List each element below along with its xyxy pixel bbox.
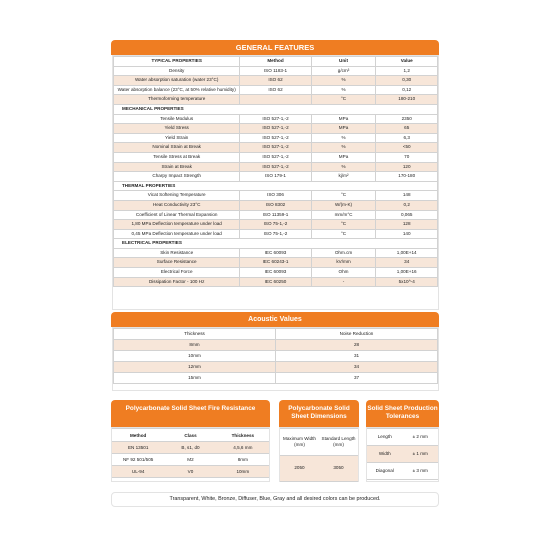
thickness-value: 12mm bbox=[114, 362, 276, 373]
acoustic-values-title: Acoustic Values bbox=[111, 312, 439, 327]
column-header: Thickness bbox=[217, 429, 269, 442]
property-unit: - bbox=[311, 277, 376, 287]
table-row bbox=[112, 454, 269, 466]
property-name: Charpy Impact Strength bbox=[114, 172, 240, 182]
thickness-value: 8mm bbox=[114, 340, 276, 351]
property-name: Water absorption saturation (water 23°C) bbox=[114, 76, 240, 86]
table-row bbox=[367, 463, 438, 480]
property-value: 170-180 bbox=[376, 172, 438, 182]
property-value: 180-210 bbox=[376, 95, 438, 105]
column-header: Method bbox=[112, 429, 164, 442]
property-unit: W/(m-K) bbox=[311, 200, 376, 210]
acoustic-values-table bbox=[112, 327, 439, 391]
fire-resistance-title: Polycarbonate Solid Sheet Fire Resistance bbox=[111, 400, 270, 427]
column-header: Noise Reduction bbox=[276, 329, 438, 340]
fire-resistance-table bbox=[111, 427, 270, 482]
table-row bbox=[114, 220, 438, 230]
colors-note: Transparent, White, Bronze, Diffuser, Blue, Gray and all desired colors can be produced. bbox=[111, 492, 439, 507]
column-header: Method bbox=[240, 57, 311, 67]
column-header: Class bbox=[164, 429, 216, 442]
property-unit: kV/mm bbox=[311, 258, 376, 268]
fire-class: M2 bbox=[164, 454, 216, 466]
property-method: IEC 60093 bbox=[240, 268, 311, 278]
property-unit: mm/m°C bbox=[311, 210, 376, 220]
standard-length-value: 3050 bbox=[319, 456, 358, 482]
column-header-row bbox=[280, 429, 358, 456]
property-name: Tensile Modulus bbox=[114, 114, 240, 124]
tolerance-label: Length bbox=[367, 429, 403, 446]
table-row bbox=[114, 66, 438, 76]
tolerance-label: Diagonal bbox=[367, 463, 403, 480]
column-header: TYPICAL PROPERTIES bbox=[114, 57, 240, 67]
fire-thickness: 4,5,6 mm bbox=[217, 442, 269, 454]
property-value: 1,00E+16 bbox=[376, 268, 438, 278]
property-method: ISO 527-1,-2 bbox=[240, 124, 311, 134]
tolerances-table bbox=[366, 427, 439, 482]
property-method: ISO 62 bbox=[240, 85, 311, 95]
property-name: Electrical Force bbox=[114, 268, 240, 278]
general-features-table bbox=[112, 55, 439, 310]
property-value: 65 bbox=[376, 124, 438, 134]
property-unit: MPa bbox=[311, 152, 376, 162]
table-row bbox=[114, 200, 438, 210]
dimensions-table bbox=[279, 427, 359, 482]
fire-thickness: 8mm bbox=[217, 454, 269, 466]
property-value: 5x10^-4 bbox=[376, 277, 438, 287]
property-unit: °C bbox=[311, 220, 376, 230]
column-header: Standard Length (mm) bbox=[319, 429, 358, 456]
column-header: Unit bbox=[311, 57, 376, 67]
property-name: Heat Conductivity 23°C bbox=[114, 200, 240, 210]
fire-thickness: 10mm bbox=[217, 466, 269, 478]
noise-reduction-value: 34 bbox=[276, 362, 438, 373]
table-row bbox=[367, 429, 438, 446]
tolerance-label: Width bbox=[367, 446, 403, 463]
table-row bbox=[114, 191, 438, 201]
property-value: 1,2 bbox=[376, 66, 438, 76]
property-method: ISO 527-1,-2 bbox=[240, 133, 311, 143]
property-name: 0,45 MPa Deflection temperature under load bbox=[114, 229, 240, 239]
fire-class: B, s1, d0 bbox=[164, 442, 216, 454]
thickness-value: 10mm bbox=[114, 351, 276, 362]
property-unit: kj/m² bbox=[311, 172, 376, 182]
property-unit: MPa bbox=[311, 114, 376, 124]
property-name: Vicat Softening Temperature bbox=[114, 191, 240, 201]
property-name: Density bbox=[114, 66, 240, 76]
property-value: 0,065 bbox=[376, 210, 438, 220]
property-value: 0,2 bbox=[376, 200, 438, 210]
property-value: 1,00E+14 bbox=[376, 248, 438, 258]
table-row bbox=[114, 162, 438, 172]
dimensions-title: Polycarbonate Solid Sheet Dimensions bbox=[279, 400, 359, 427]
property-name: Yield Stress bbox=[114, 124, 240, 134]
property-unit: Ohm.cm bbox=[311, 248, 376, 258]
property-method: ISO 527-1,-2 bbox=[240, 152, 311, 162]
property-unit: % bbox=[311, 76, 376, 86]
property-unit: % bbox=[311, 143, 376, 153]
table-row bbox=[114, 172, 438, 182]
table-row bbox=[114, 268, 438, 278]
property-value: <50 bbox=[376, 143, 438, 153]
column-header-row bbox=[112, 429, 269, 442]
property-name: Strain at Break bbox=[114, 162, 240, 172]
table-row bbox=[114, 76, 438, 86]
table-row bbox=[112, 466, 269, 478]
property-method bbox=[240, 95, 311, 105]
property-value: 0,30 bbox=[376, 76, 438, 86]
property-method: ISO 179-1 bbox=[240, 172, 311, 182]
fire-method: EN 13501 bbox=[112, 442, 164, 454]
property-unit: % bbox=[311, 85, 376, 95]
property-method: ISO 306 bbox=[240, 191, 311, 201]
property-method: ISO 75-1,-2 bbox=[240, 229, 311, 239]
thickness-value: 15mm bbox=[114, 373, 276, 384]
section-header-row bbox=[114, 181, 438, 191]
property-name: Thermoforming temperature bbox=[114, 95, 240, 105]
property-value: 6,3 bbox=[376, 133, 438, 143]
property-name: Dissipation Factor - 100 Hz bbox=[114, 277, 240, 287]
property-method: IEC 60250 bbox=[240, 277, 311, 287]
property-unit: °C bbox=[311, 229, 376, 239]
tolerances-title: Solid Sheet Production Tolerances bbox=[366, 400, 439, 427]
column-header-row bbox=[114, 329, 438, 340]
property-value: 128 bbox=[376, 220, 438, 230]
table-row bbox=[114, 373, 438, 384]
property-method: ISO 75-1,-2 bbox=[240, 220, 311, 230]
property-method: ISO 527-1,-2 bbox=[240, 143, 311, 153]
fire-method: UL-94 bbox=[112, 466, 164, 478]
column-header: Maximum Width (mm) bbox=[280, 429, 319, 456]
tolerance-value: ± 3 mm bbox=[403, 463, 439, 480]
column-header: Thickness bbox=[114, 329, 276, 340]
noise-reduction-value: 31 bbox=[276, 351, 438, 362]
property-name: Nominal Strain at Break bbox=[114, 143, 240, 153]
property-method: ISO 8302 bbox=[240, 200, 311, 210]
noise-reduction-value: 37 bbox=[276, 373, 438, 384]
property-name: Water absorption balance (23°C, at 50% relative humidity) bbox=[114, 85, 240, 95]
property-method: ISO 527-1,-2 bbox=[240, 114, 311, 124]
property-unit: Ohm bbox=[311, 268, 376, 278]
table-row bbox=[114, 152, 438, 162]
table-row bbox=[112, 442, 269, 454]
property-value: 120 bbox=[376, 162, 438, 172]
max-width-value: 2050 bbox=[280, 456, 319, 482]
table-row bbox=[114, 210, 438, 220]
property-value: 148 bbox=[376, 191, 438, 201]
property-name: Skin Resistance bbox=[114, 248, 240, 258]
general-features-title: GENERAL FEATURES bbox=[111, 40, 439, 55]
property-value: 2350 bbox=[376, 114, 438, 124]
section-header-row bbox=[114, 239, 438, 249]
table-row bbox=[114, 85, 438, 95]
property-name: Coefficient of Linear Thermal Expansion bbox=[114, 210, 240, 220]
property-unit: MPa bbox=[311, 124, 376, 134]
property-method: ISO 62 bbox=[240, 76, 311, 86]
property-name: 1,80 MPa Deflection temperature under load bbox=[114, 220, 240, 230]
property-method: IEC 60243-1 bbox=[240, 258, 311, 268]
table-row bbox=[114, 124, 438, 134]
table-row bbox=[114, 95, 438, 105]
section-header-row bbox=[114, 104, 438, 114]
section-title: ELECTRICAL PROPERTIES bbox=[114, 239, 438, 249]
property-unit: % bbox=[311, 162, 376, 172]
column-header-row bbox=[114, 57, 438, 67]
section-title: MECHANICAL PROPERTIES bbox=[114, 104, 438, 114]
fire-class: V0 bbox=[164, 466, 216, 478]
column-header: Value bbox=[376, 57, 438, 67]
noise-reduction-value: 28 bbox=[276, 340, 438, 351]
table-row bbox=[367, 446, 438, 463]
property-unit: g/cm³ bbox=[311, 66, 376, 76]
tolerance-value: ± 1 mm bbox=[403, 446, 439, 463]
table-row bbox=[114, 143, 438, 153]
property-name: Yield Strain bbox=[114, 133, 240, 143]
table-row bbox=[280, 456, 358, 482]
tolerance-value: ± 2 mm bbox=[403, 429, 439, 446]
property-unit: °C bbox=[311, 191, 376, 201]
property-method: IEC 60093 bbox=[240, 248, 311, 258]
table-row bbox=[114, 340, 438, 351]
table-row bbox=[114, 351, 438, 362]
property-method: ISO 1183-1 bbox=[240, 66, 311, 76]
property-unit: % bbox=[311, 133, 376, 143]
property-name: Tensile Stress at Break bbox=[114, 152, 240, 162]
table-row bbox=[114, 258, 438, 268]
table-row bbox=[114, 114, 438, 124]
fire-method: NF 92 501/505 bbox=[112, 454, 164, 466]
table-row bbox=[114, 277, 438, 287]
property-unit: °C bbox=[311, 95, 376, 105]
property-method: ISO 527-1,-2 bbox=[240, 162, 311, 172]
property-value: 70 bbox=[376, 152, 438, 162]
property-value: 34 bbox=[376, 258, 438, 268]
property-name: Surface Resistance bbox=[114, 258, 240, 268]
table-row bbox=[114, 229, 438, 239]
section-title: THERMAL PROPERTIES bbox=[114, 181, 438, 191]
table-row bbox=[114, 248, 438, 258]
table-row bbox=[114, 133, 438, 143]
property-value: 0,12 bbox=[376, 85, 438, 95]
property-value: 140 bbox=[376, 229, 438, 239]
table-row bbox=[114, 362, 438, 373]
property-method: ISO 11359-1 bbox=[240, 210, 311, 220]
